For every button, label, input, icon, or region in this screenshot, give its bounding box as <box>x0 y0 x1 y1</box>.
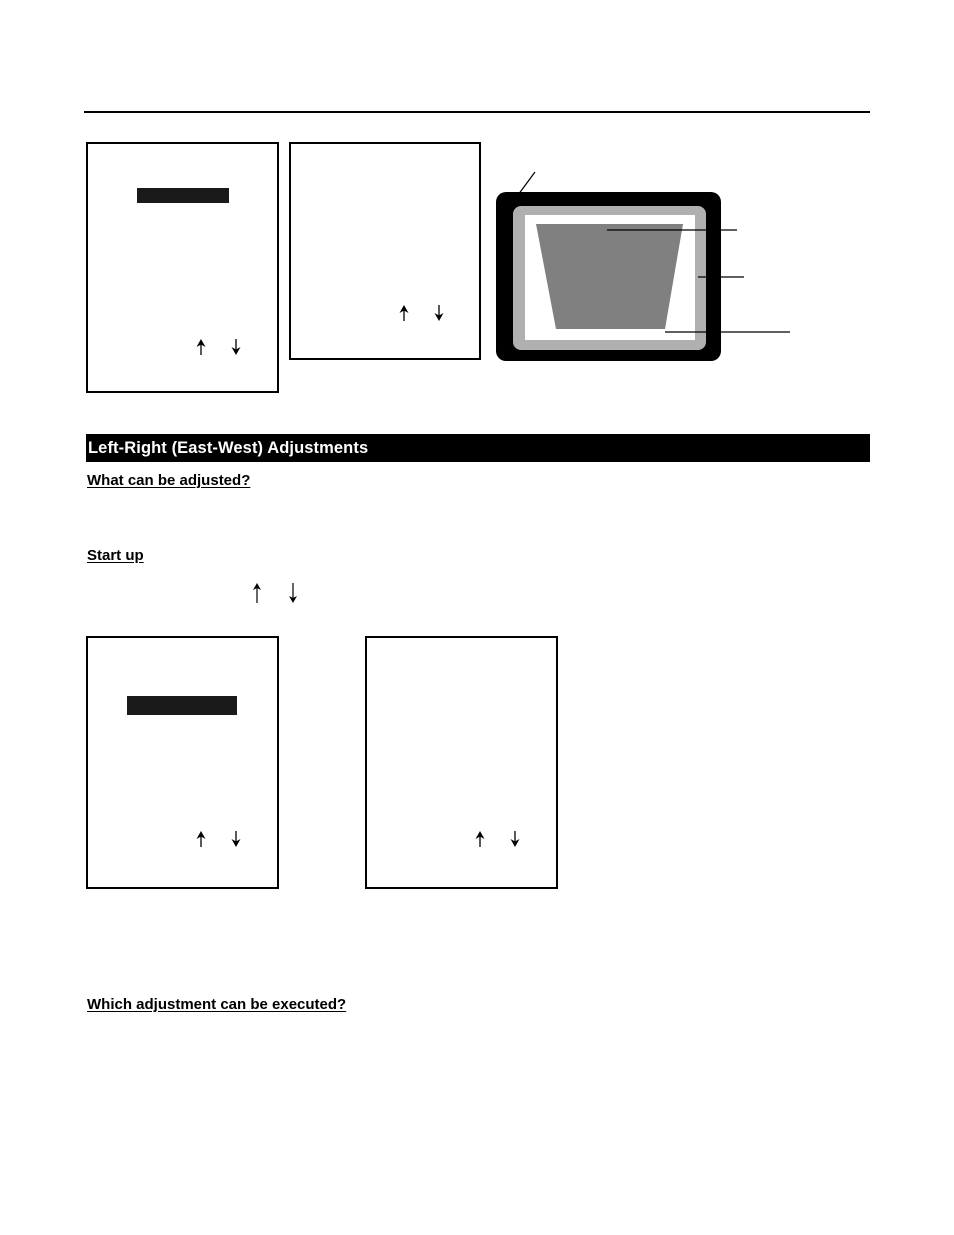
section-title-bar <box>86 434 870 462</box>
up-arrow-icon <box>195 339 207 355</box>
down-arrow-icon <box>433 305 445 321</box>
up-arrow-icon <box>398 305 410 321</box>
menu-screen-1 <box>86 142 279 393</box>
subheading-what-can-be-adjusted: What can be adjusted? <box>87 472 251 489</box>
section-title: Left-Right (East-West) Adjustments <box>88 439 369 457</box>
up-arrow-icon <box>195 831 207 847</box>
keystone-screen-diagram <box>490 165 800 365</box>
menu-screen-3 <box>86 636 279 889</box>
down-arrow-icon <box>230 339 242 355</box>
subheading-which-adjustment: Which adjustment can be executed? <box>87 996 347 1013</box>
menu-highlight-bar <box>127 696 237 715</box>
down-arrow-icon <box>509 831 521 847</box>
leader-line-bezel <box>518 172 535 195</box>
subheading-start-up: Start up <box>87 547 144 564</box>
up-arrow-icon <box>251 583 263 603</box>
down-arrow-icon <box>287 583 299 603</box>
down-arrow-icon <box>230 831 242 847</box>
menu-highlight-bar <box>137 188 229 203</box>
up-arrow-icon <box>474 831 486 847</box>
menu-screen-4 <box>365 636 558 889</box>
menu-screen-2 <box>289 142 481 360</box>
keystone-image-shape <box>536 224 683 329</box>
header-rule <box>84 111 870 113</box>
